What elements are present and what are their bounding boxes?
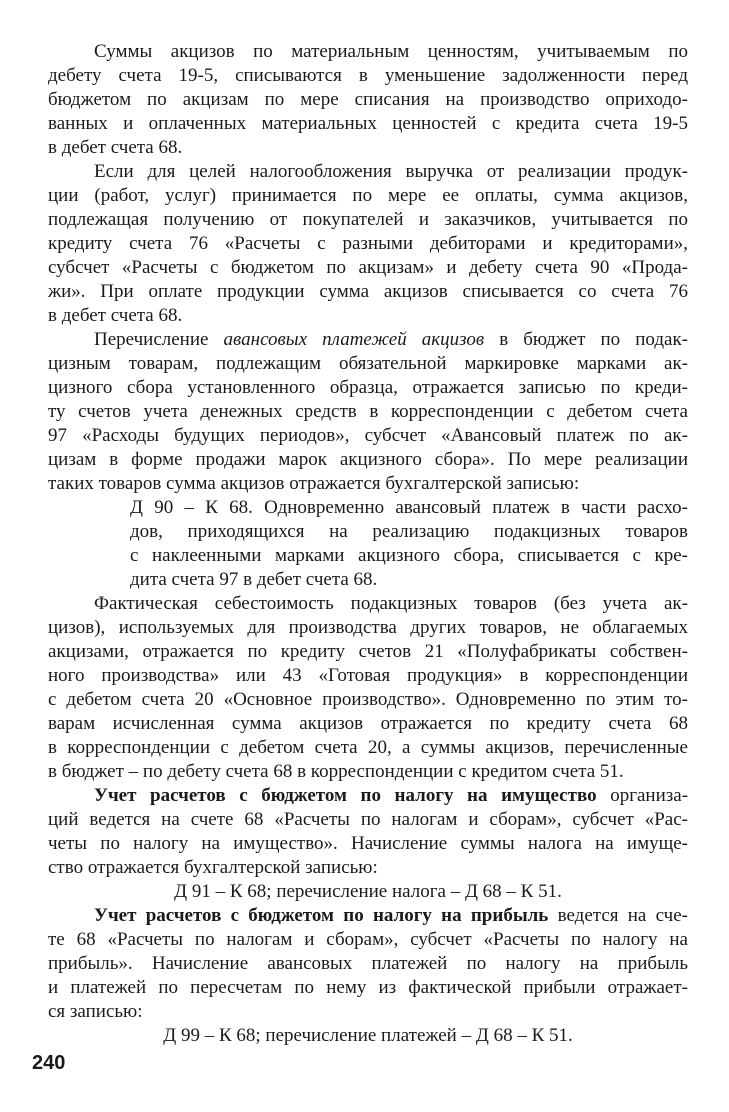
text-line: таких товаров сумма акцизов отражается бухгалтерской записью:: [48, 473, 580, 494]
text-line: [48, 328, 688, 352]
text-fragment: в бюджет по подак-: [499, 329, 689, 350]
text-line: и платежей по пересчетам по нему из фактической прибыли отражает-: [48, 977, 688, 998]
text-line: [48, 904, 688, 928]
text-line: дов, приходящихся на реализацию подакцизных товаров: [130, 521, 688, 542]
text-line: четы по налогу на имущество». Начисление суммы налога на имуще-: [48, 833, 688, 854]
text-fragment: ведется на сче-: [557, 905, 689, 926]
bold-heading: Учет расчетов с бюджетом по налогу на прибыль: [94, 905, 549, 926]
text-line: в бюджет – по дебету счета 68 в корреспонденции с кредитом счета 51.: [48, 761, 624, 782]
text-line: цизов), используемых для производства других товаров, не облагаемых: [48, 617, 688, 638]
text-line: [48, 784, 688, 808]
text-line: варам исчисленная сумма акцизов отражается по кредиту счета 68: [48, 713, 688, 734]
text-line: ного производства» или 43 «Готовая продукция» в корреспонденции: [48, 665, 688, 686]
text-line: те 68 «Расчеты по налогам и сборам», субсчет «Расчеты по налогу на: [48, 929, 688, 950]
paragraph-profit-tax: [48, 904, 688, 1024]
text-line: в дебет счета 68.: [48, 305, 183, 326]
italic-term: авансовых платежей акцизов: [223, 329, 485, 350]
bold-heading: Учет расчетов с бюджетом по налогу на имущество: [94, 785, 597, 806]
text-line: Суммы акцизов по материальным ценностям, учитываемым по: [94, 41, 688, 62]
text-fragment: Перечисление: [94, 329, 209, 350]
text-line: прибыль». Начисление авансовых платежей по налогу на прибыль: [48, 953, 688, 974]
text-fragment: организа-: [610, 785, 689, 806]
text-line: субсчет «Расчеты с бюджетом по акцизам» и дебету счета 90 «Прода-: [48, 257, 688, 278]
text-line: дита счета 97 в дебет счета 68.: [130, 569, 378, 590]
text-line: цизного сбора установленного образца, отражается записью по креди-: [48, 377, 688, 398]
paragraph-excise-material-values: [48, 40, 688, 160]
text-line: жи». При оплате продукции сумма акцизов списывается со счета 76: [48, 281, 688, 302]
text-line: ции (работ, услуг) принимается по мере ее оплаты, сумма акцизов,: [48, 185, 688, 206]
text-line: цизам в форме продажи марок акцизного сбора». По мере реализации: [48, 449, 688, 470]
paragraph-property-tax: [48, 784, 688, 880]
text-line: 97 «Расходы будущих периодов», субсчет «Авансовый платеж по ак-: [48, 425, 688, 446]
text-line: подлежащая получению от покупателей и заказчиков, учитывается по: [48, 209, 688, 230]
text-line: бюджетом по акцизам по мере списания на производство оприходо-: [48, 89, 688, 110]
accounting-entry-block: [48, 496, 688, 592]
text-line: ту счетов учета денежных средств в корреспонденции с дебетом счета: [48, 401, 688, 422]
text-line: ций ведется на счете 68 «Расчеты по налогам и сборам», субсчет «Рас-: [48, 809, 688, 830]
paragraph-revenue-excise: [48, 160, 688, 328]
text-line: акцизами, отражается по кредиту счетов 21 «Полуфабрикаты собствен-: [48, 641, 688, 662]
formula-property-tax: Д 91 – К 68; перечисление налога – Д 68 – К 51.: [174, 881, 562, 902]
text-line: с дебетом счета 20 «Основное производство». Одновременно по этим то-: [48, 689, 688, 710]
text-line: Д 90 – К 68. Одновременно авансовый платеж в части расхо-: [130, 497, 688, 518]
paragraph-advance-payments: [48, 328, 688, 496]
formula-profit-tax: Д 99 – К 68; перечисление платежей – Д 68 – К 51.: [163, 1025, 573, 1046]
text-line: в корреспонденции с дебетом счета 20, а суммы акцизов, перечисленные: [48, 737, 688, 758]
text-line: ство отражается бухгалтерской записью:: [48, 857, 378, 878]
text-line: ванных и оплаченных материальных ценностей с кредита счета 19-5: [48, 113, 688, 134]
text-line: Если для целей налогообложения выручка от реализации продук-: [94, 161, 688, 182]
page-number: 240: [32, 1052, 66, 1074]
text-line: дебету счета 19-5, списываются в уменьшение задолженности перед: [48, 65, 688, 86]
text-line: цизным товарам, подлежащим обязательной маркировке марками ак-: [48, 353, 688, 374]
text-line: кредиту счета 76 «Расчеты с разными дебиторами и кредиторами»,: [48, 233, 688, 254]
paragraph-actual-cost: [48, 592, 688, 784]
text-line: с наклеенными марками акцизного сбора, списывается с кре-: [130, 545, 688, 566]
text-line: ся записью:: [48, 1001, 143, 1022]
body-text: [48, 40, 688, 1048]
text-line: в дебет счета 68.: [48, 137, 183, 158]
text-line: Фактическая себестоимость подакцизных товаров (без учета ак-: [94, 593, 688, 614]
